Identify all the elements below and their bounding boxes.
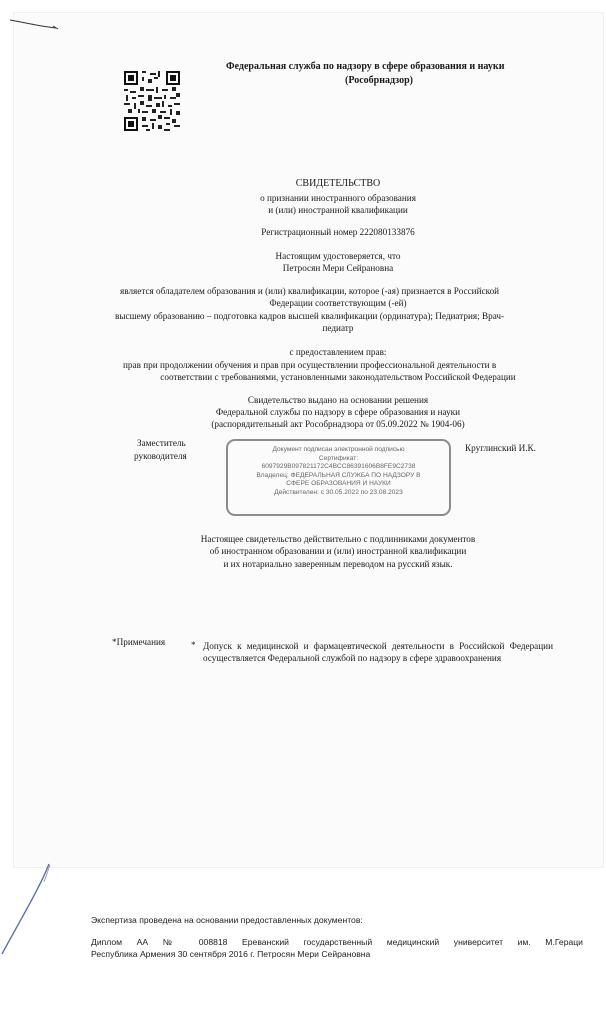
signer-title-2: руководителя <box>134 451 187 461</box>
notes-asterisk: * <box>191 640 196 650</box>
stamp-line-2: Сертификат: <box>318 454 359 462</box>
holder-name: Петросян Мери Сейрановна <box>282 263 394 273</box>
stamp-line-1: Документ подписан электронной подписью <box>272 446 405 453</box>
attestation-intro: Настоящим удостоверяется, что <box>275 251 401 261</box>
qualification-line-4: педиатр <box>322 323 354 333</box>
rights-intro: с предоставлением прав: <box>289 347 387 357</box>
qualification-line-1: является обладателем образования и (или) квалификации, которое (-ая) признается в Российской <box>120 286 500 296</box>
registration-number: Регистрационный номер 222080133876 <box>261 227 415 237</box>
basis-line-3: (распорядительный акт Рособрнадзора от 05.09.2022 № 1904-06) <box>211 419 465 429</box>
basis-line-2: Федеральной службы по надзору в сфере образования и науки <box>215 407 461 417</box>
certificate-subtitle-1: о признании иностранного образования <box>260 193 416 203</box>
agency-abbreviation: (Рособрнадзор) <box>345 75 413 86</box>
stamp-validity: Действителен: с 30.05.2022 по 23.08.2023 <box>274 488 403 496</box>
electronic-signature-stamp <box>226 439 451 516</box>
certificate-subtitle-2: и (или) иностранной квалификации <box>268 205 408 215</box>
stamp-certificate-id: 6097929B097821172C4BCC86391606B8FE9C2738 <box>261 463 416 471</box>
signer-title-1: Заместитель <box>137 438 186 448</box>
validity-line-1: Настоящее свидетельство действительно с подлинниками документов <box>200 534 476 544</box>
stamp-owner-line-2: СФЕРЕ ОБРАЗОВАНИЯ И НАУКИ <box>286 480 391 488</box>
notes-label: *Примечания <box>112 637 166 647</box>
notes-text: Допуск к медицинской и фармацевтической деятельности в Российской Федерации осуществляется Федеральной службой по надзору в сфере здравоохранения <box>203 641 553 663</box>
validity-line-2: об иностранном образовании и (или) иностранной квалификации <box>209 546 467 556</box>
validity-line-3: и их нотариально заверенным переводом на русский язык. <box>223 559 453 569</box>
expertise-diploma-line-1: Диплом АА № 008818 Ереванский государственный медицинский университет им. М.Гераци <box>91 937 583 947</box>
pen-stroke <box>0 862 60 962</box>
certificate-title: СВИДЕТЕЛЬСТВО <box>295 178 381 189</box>
corner-scribble <box>8 8 68 32</box>
expertise-heading: Экспертиза проведена на основании предоставленных документов: <box>91 915 363 925</box>
qualification-line-3: высшему образованию – подготовка кадров высшей квалификации (ординатура); Педиатрия; Врач- <box>115 311 505 321</box>
rights-line-2: соответствии с требованиями, установленными законодательством Российской Федерации <box>160 372 516 382</box>
signer-name: Круглинский И.К. <box>465 443 536 453</box>
basis-line-1: Свидетельство выдано на основании решения <box>247 395 429 405</box>
agency-title: Федеральная служба по надзору в сфере образования и науки <box>226 61 505 72</box>
qr-code-icon <box>124 71 180 131</box>
expertise-diploma-line-2: Республика Армения 30 сентября 2016 г. Петросян Мери Сейрановна <box>91 949 371 959</box>
rights-line-1: прав при продолжении обучения и прав при осуществлении профессиональной деятельности в <box>123 360 497 370</box>
stamp-owner-line-1: Владелец: ФЕДЕРАЛЬНАЯ СЛУЖБА ПО НАДЗОРУ В <box>256 471 421 479</box>
qualification-line-2: Федерации соответствующим (-ей) <box>269 298 407 308</box>
